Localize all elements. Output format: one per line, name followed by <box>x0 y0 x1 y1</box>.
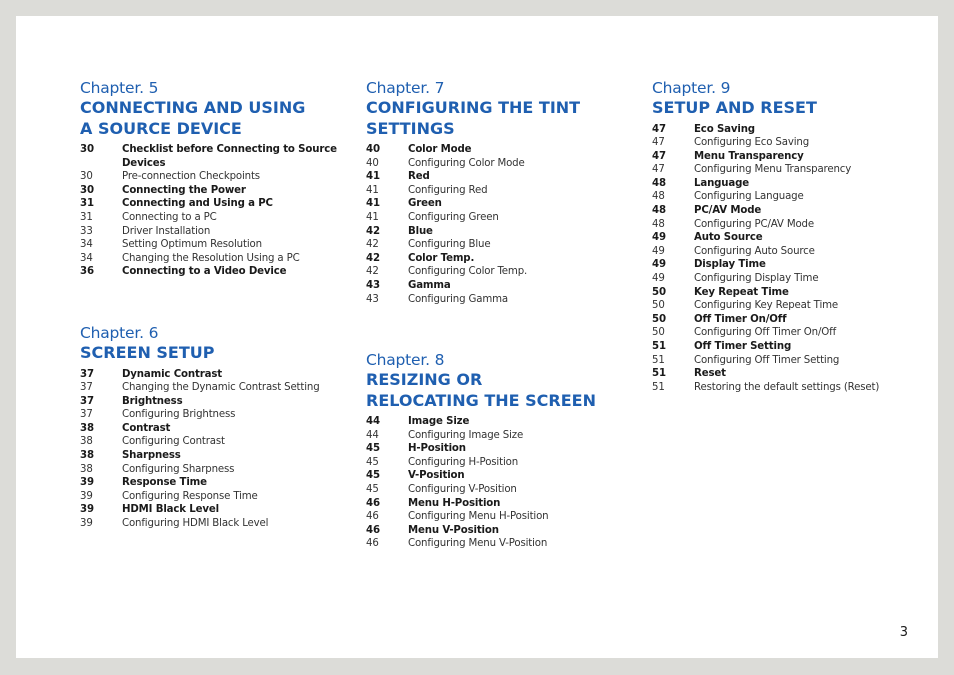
toc-entry-main[interactable] <box>80 184 350 198</box>
entry-title: Configuring V-Position <box>408 483 517 495</box>
entry-page-number: 51 <box>652 381 665 393</box>
entry-page-number: 42 <box>366 266 379 278</box>
entry-page-number: 31 <box>80 198 94 210</box>
entry-title: PC/AV Mode <box>694 205 762 217</box>
entry-title: Configuring Response Time <box>122 490 258 502</box>
entry-page-number: 30 <box>80 184 94 196</box>
toc-entry-main[interactable] <box>366 415 636 429</box>
entry-title: Configuring Blue <box>408 239 491 251</box>
entry-title: Restoring the default settings (Reset) <box>694 381 880 393</box>
entry-page-number: 38 <box>80 450 94 462</box>
toc-entry-main[interactable] <box>652 313 922 327</box>
entry-page-number: 50 <box>652 286 666 298</box>
toc-entries <box>652 123 922 395</box>
entry-page-number: 50 <box>652 313 666 325</box>
entry-title: Language <box>694 177 750 189</box>
entry-page-number: 42 <box>366 225 380 237</box>
entry-page-number: 51 <box>652 368 666 380</box>
entry-page-number: 47 <box>652 137 665 149</box>
toc-entry-main[interactable] <box>366 497 636 511</box>
page-number: 3 <box>899 625 908 640</box>
toc-entry-sub[interactable] <box>652 354 922 368</box>
toc-entry-sub[interactable] <box>366 265 636 279</box>
toc-entry-main[interactable] <box>80 368 350 382</box>
chapter-label: Chapter. 9 <box>652 79 731 97</box>
entry-title: Configuring HDMI Black Level <box>122 518 269 530</box>
entry-title: Configuring Off Timer On/Off <box>694 327 837 339</box>
entry-title: Changing the Resolution Using a PC <box>122 252 300 264</box>
chapter-title: RESIZING OR RELOCATING THE SCREEN <box>366 370 596 410</box>
toc-entry-main[interactable] <box>366 170 636 184</box>
toc-entry-sub[interactable] <box>366 510 636 524</box>
entry-title: Configuring Green <box>408 211 499 223</box>
toc-entry-sub[interactable] <box>652 163 922 177</box>
entry-page-number: 40 <box>366 144 380 155</box>
entry-title: Configuring Auto Source <box>694 245 815 257</box>
chapter-9-section <box>652 78 922 394</box>
entry-title: Configuring Key Repeat Time <box>694 300 839 312</box>
toc-entry-main[interactable] <box>366 143 636 157</box>
entry-page-number: 41 <box>366 184 379 196</box>
entry-page-number: 37 <box>80 382 93 394</box>
toc-entry-main[interactable] <box>80 265 350 279</box>
toc-entry-sub[interactable] <box>80 252 350 266</box>
entry-title: Configuring Gamma <box>408 293 509 305</box>
entry-page-number: 47 <box>652 164 665 176</box>
toc-entry-sub[interactable] <box>80 435 350 449</box>
toc-entry-main[interactable] <box>366 225 636 239</box>
entry-page-number: 45 <box>366 470 380 482</box>
entry-title: Sharpness <box>122 450 181 462</box>
entry-page-number: 46 <box>366 538 379 550</box>
entry-page-number: 41 <box>366 211 379 223</box>
chapter-title: SCREEN SETUP <box>80 343 215 362</box>
entry-title: Configuring Red <box>408 184 488 196</box>
entry-page-number: 42 <box>366 239 379 251</box>
toc-entry-main[interactable] <box>80 197 350 211</box>
entry-title: Auto Source <box>694 232 763 244</box>
entry-title: Display Time <box>694 259 766 271</box>
toc-entry-main[interactable] <box>80 449 350 463</box>
entry-title: Reset <box>694 368 726 380</box>
entry-title: V-Position <box>408 470 465 482</box>
entry-page-number: 45 <box>366 443 380 455</box>
toc-entry-sub[interactable] <box>366 211 636 225</box>
entry-page-number: 38 <box>80 436 93 448</box>
entry-title: Image Size <box>408 416 470 427</box>
toc-entry-main[interactable] <box>366 197 636 211</box>
toc-entry-sub[interactable] <box>80 170 350 184</box>
entry-page-number: 36 <box>80 266 94 278</box>
toc-entry-main[interactable] <box>652 340 922 354</box>
entry-title: Configuring H-Position <box>408 456 519 468</box>
entry-title: Configuring PC/AV Mode <box>694 218 814 230</box>
toc-entry-sub[interactable] <box>652 326 922 340</box>
toc-entry-sub[interactable] <box>366 184 636 198</box>
entry-title: H-Position <box>408 443 466 455</box>
toc-entry-sub[interactable] <box>652 299 922 313</box>
chapter-label: Chapter. 7 <box>366 79 445 97</box>
toc-entry-main[interactable] <box>652 231 922 245</box>
toc-entry-sub[interactable] <box>80 381 350 395</box>
toc-entry-sub[interactable] <box>80 490 350 504</box>
entry-page-number: 34 <box>80 252 93 264</box>
entry-title: Gamma <box>408 279 451 291</box>
entry-page-number: 41 <box>366 198 380 210</box>
toc-entry-sub[interactable] <box>80 225 350 239</box>
chapter-title: CONNECTING AND USING A SOURCE DEVICE <box>80 98 306 138</box>
entry-page-number: 30 <box>80 171 93 183</box>
entry-title: Menu Transparency <box>694 150 804 162</box>
entry-page-number: 48 <box>652 218 665 230</box>
entry-page-number: 51 <box>652 354 665 366</box>
toc-entry-main[interactable] <box>652 258 922 272</box>
entry-title: Green <box>408 198 442 210</box>
toc-entry-main[interactable] <box>652 204 922 218</box>
toc-entries <box>80 368 350 531</box>
entry-title: Configuring Sharpness <box>122 463 235 475</box>
entry-page-number: 43 <box>366 293 379 305</box>
entry-page-number: 49 <box>652 259 666 271</box>
toc-entry-sub[interactable] <box>652 272 922 286</box>
toc-entry-sub[interactable] <box>366 456 636 470</box>
entry-title: Blue <box>408 225 433 237</box>
toc-entry-sub[interactable] <box>366 429 636 443</box>
toc-page <box>16 16 938 658</box>
toc-entry-sub[interactable] <box>652 245 922 259</box>
entry-title: HDMI Black Level <box>122 504 219 516</box>
toc-entry-sub[interactable] <box>366 483 636 497</box>
entry-title: Brightness <box>122 395 183 407</box>
toc-entry-main[interactable] <box>366 469 636 483</box>
entry-title: Configuring Menu V-Position <box>408 538 548 550</box>
entry-title: Connecting to a Video Device <box>122 266 287 278</box>
entry-title: Connecting and Using a PC <box>122 198 273 210</box>
toc-entry-main[interactable] <box>366 279 636 293</box>
entry-page-number: 46 <box>366 497 380 509</box>
toc-entry-sub[interactable] <box>80 517 350 531</box>
entry-title: Configuring Off Timer Setting <box>694 354 840 366</box>
entry-title: Checklist before Connecting to Source Devices <box>122 144 337 169</box>
chapter-7-section <box>366 78 636 306</box>
toc-entry-sub[interactable] <box>366 238 636 252</box>
chapter-title: CONFIGURING THE TINT SETTINGS <box>366 98 581 138</box>
entry-page-number: 37 <box>80 395 94 407</box>
entry-page-number: 49 <box>652 273 665 285</box>
entry-page-number: 44 <box>366 429 379 441</box>
toc-entry-main[interactable] <box>366 524 636 538</box>
toc-entry-sub[interactable] <box>366 293 636 307</box>
chapter-6-section <box>80 323 350 531</box>
entry-title: Color Mode <box>408 144 472 155</box>
entry-title: Configuring Menu H-Position <box>408 511 549 523</box>
toc-entry-main[interactable] <box>652 286 922 300</box>
entry-page-number: 37 <box>80 409 93 421</box>
entry-title: Configuring Color Temp. <box>408 266 528 278</box>
entry-title: Configuring Language <box>694 191 804 203</box>
entry-title: Color Temp. <box>408 252 475 264</box>
entry-title: Response Time <box>122 477 207 489</box>
entry-page-number: 42 <box>366 252 380 264</box>
entry-page-number: 39 <box>80 504 94 516</box>
entry-page-number: 50 <box>652 327 665 339</box>
toc-entry-main[interactable] <box>80 503 350 517</box>
entry-page-number: 48 <box>652 177 666 189</box>
entry-page-number: 46 <box>366 524 380 536</box>
toc-entries <box>366 415 636 551</box>
entry-title: Connecting to a PC <box>122 211 217 223</box>
entry-title: Off Timer Setting <box>694 341 792 352</box>
entry-page-number: 39 <box>80 490 93 502</box>
entry-page-number: 40 <box>366 157 379 169</box>
toc-entry-main[interactable] <box>652 177 922 191</box>
entry-page-number: 47 <box>652 150 666 162</box>
toc-entry-sub[interactable] <box>652 190 922 204</box>
entry-page-number: 33 <box>80 225 93 237</box>
entry-page-number: 47 <box>652 123 666 135</box>
entry-title: Setting Optimum Resolution <box>122 239 262 251</box>
entry-page-number: 50 <box>652 300 665 312</box>
entry-title: Connecting the Power <box>122 184 246 196</box>
chapter-8-section <box>366 350 636 551</box>
entry-title: Key Repeat Time <box>694 286 789 298</box>
toc-entry-main[interactable] <box>80 395 350 409</box>
entry-title: Pre-connection Checkpoints <box>122 171 260 183</box>
toc-entry-main[interactable] <box>652 367 922 381</box>
entry-page-number: 39 <box>80 477 94 489</box>
toc-entry-main[interactable] <box>652 123 922 137</box>
entry-page-number: 46 <box>366 511 379 523</box>
entry-page-number: 49 <box>652 232 666 244</box>
entry-title: Configuring Brightness <box>122 409 236 421</box>
entry-page-number: 51 <box>652 341 666 352</box>
toc-entry-sub[interactable] <box>80 211 350 225</box>
entry-page-number: 37 <box>80 368 94 380</box>
entry-page-number: 39 <box>80 518 93 530</box>
toc-entry-main[interactable] <box>366 252 636 266</box>
entry-page-number: 38 <box>80 422 94 434</box>
chapter-5-section <box>80 78 350 279</box>
entry-page-number: 43 <box>366 279 380 291</box>
entry-page-number: 38 <box>80 463 93 475</box>
toc-entry-main[interactable] <box>80 143 350 170</box>
entry-page-number: 41 <box>366 171 380 183</box>
entry-page-number: 45 <box>366 483 379 495</box>
chapter-label: Chapter. 8 <box>366 351 445 369</box>
entry-page-number: 31 <box>80 211 93 223</box>
entry-title: Off Timer On/Off <box>694 313 787 325</box>
entry-page-number: 30 <box>80 144 94 155</box>
entry-title: Configuring Contrast <box>122 436 225 448</box>
toc-entry-sub[interactable] <box>80 238 350 252</box>
entry-title: Configuring Menu Transparency <box>694 164 852 176</box>
entry-page-number: 48 <box>652 205 666 217</box>
entry-title: Driver Installation <box>122 225 211 237</box>
entry-title: Changing the Dynamic Contrast Setting <box>122 382 320 394</box>
entry-title: Menu V-Position <box>408 524 499 536</box>
toc-entries <box>366 143 636 306</box>
toc-entry-sub[interactable] <box>652 381 922 395</box>
entry-page-number: 48 <box>652 191 665 203</box>
entry-page-number: 49 <box>652 245 665 257</box>
entry-title: Dynamic Contrast <box>122 368 222 380</box>
toc-entries <box>80 143 350 279</box>
entry-page-number: 44 <box>366 416 380 427</box>
toc-entry-sub[interactable] <box>80 408 350 422</box>
entry-title: Configuring Eco Saving <box>694 137 810 149</box>
entry-page-number: 34 <box>80 239 93 251</box>
entry-title: Eco Saving <box>694 123 755 135</box>
toc-entry-sub[interactable] <box>366 157 636 171</box>
chapter-label: Chapter. 5 <box>80 79 159 97</box>
toc-entry-main[interactable] <box>652 150 922 164</box>
entry-page-number: 45 <box>366 456 379 468</box>
entry-title: Configuring Display Time <box>694 273 819 285</box>
toc-entry-sub[interactable] <box>652 218 922 232</box>
toc-entry-main[interactable] <box>80 476 350 490</box>
toc-entry-sub[interactable] <box>366 537 636 551</box>
toc-entry-sub[interactable] <box>80 463 350 477</box>
entry-title: Contrast <box>122 422 171 434</box>
toc-entry-sub[interactable] <box>652 136 922 150</box>
entry-title: Configuring Color Mode <box>408 157 525 169</box>
entry-title: Configuring Image Size <box>408 429 524 441</box>
entry-title: Red <box>408 171 430 183</box>
toc-entry-main[interactable] <box>366 442 636 456</box>
entry-title: Menu H-Position <box>408 497 501 509</box>
chapter-title: SETUP AND RESET <box>652 98 817 117</box>
chapter-label: Chapter. 6 <box>80 324 159 342</box>
toc-entry-main[interactable] <box>80 422 350 436</box>
